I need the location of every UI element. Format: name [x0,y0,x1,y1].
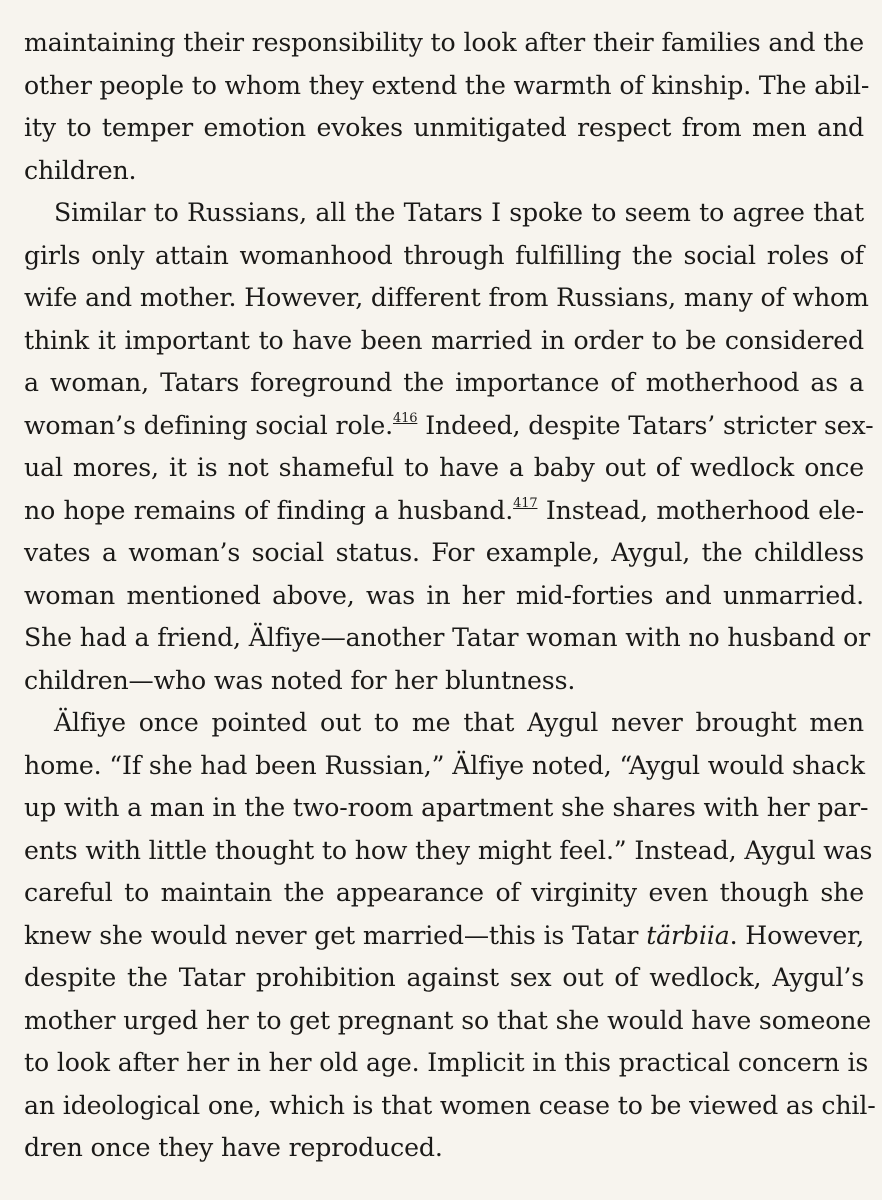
text-line: Älfiye once pointed out to me that Aygul never brought men [54,708,864,737]
paragraph-2 [24,192,874,702]
text-line: a woman, Tatars foreground the importance of motherhood as a [24,368,864,397]
text-line-with-footnote [24,405,874,448]
text-segment: Indeed, despite Tatars’ stricter sex- [417,410,874,440]
paragraph-1 [24,22,870,192]
text-line: ents with little thought to how they might feel.” Instead, Aygul was [24,835,873,865]
text-line: girls only attain womanhood through fulfilling the social roles of [24,240,864,270]
text-line: children. [24,155,137,185]
text-line: despite the Tatar prohibition against sex out of wedlock, Aygul’s [24,963,864,992]
text-segment: . However, [729,920,865,950]
text-line: Similar to Russians, all the Tatars I spoke to seem to agree that [54,198,864,227]
text-segment: knew she would never get married—this is Tatar [24,920,647,950]
text-line: dren once they have reproduced. [24,1133,443,1162]
text-line: maintaining their responsibility to look after their families and the [24,28,864,57]
text-line: mother urged her to get pregnant so that she would have someone [24,1005,872,1035]
text-line: other people to whom they extend the warmth of kinship. The abil- [24,70,870,100]
text-line: children—who was noted for her bluntness. [24,665,576,695]
text-line-with-footnote [24,490,864,533]
text-line: home. “If she had been Russian,” Älfiye noted, “Aygul would shack [24,750,865,780]
footnote-ref-416[interactable]: 416 [392,411,418,427]
text-segment: woman’s defining social role. [24,410,393,440]
text-segment: Instead, motherhood ele- [537,495,865,525]
book-page [24,22,876,1170]
text-line: an ideological one, which is that women cease to be viewed as chil- [24,1090,876,1120]
text-line: vates a woman’s social status. For example, Aygul, the childless [24,538,864,567]
text-line: woman mentioned above, was in her mid-forties and unmarried. [24,580,864,610]
text-line: She had a friend, Älfiye—another Tatar woman with no husband or [24,623,870,652]
text-line: to look after her in her old age. Implicit in this practical concern is [24,1048,869,1077]
text-line: ual mores, it is not shameful to have a baby out of wedlock once [24,453,864,482]
text-line: wife and mother. However, different from Russians, many of whom [24,283,869,312]
text-segment: no hope remains of finding a husband. [24,495,514,525]
text-line-with-italic [24,915,864,958]
paragraph-3 [24,702,876,1170]
footnote-ref-417[interactable]: 417 [513,496,538,512]
text-line: careful to maintain the appearance of virginity even though she [24,878,864,907]
text-line: think it important to have been married in order to be considered [24,325,864,355]
text-line: ity to temper emotion evokes unmitigated respect from men and [24,113,864,142]
italic-term: tärbiia [646,920,730,950]
text-line: up with a man in the two-room apartment she shares with her par- [24,793,869,822]
